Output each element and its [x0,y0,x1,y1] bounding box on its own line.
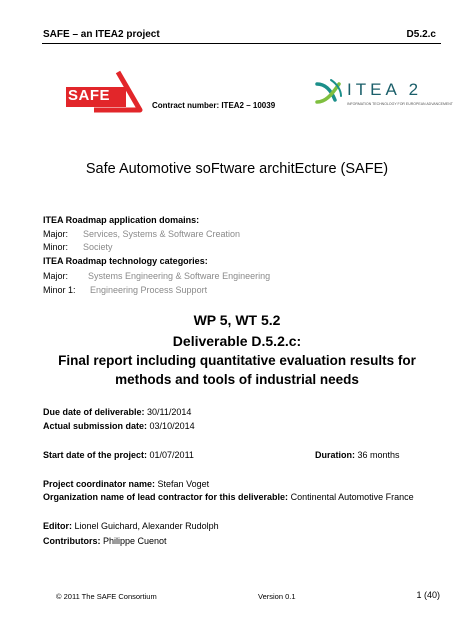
work-package: WP 5, WT 5.2 [193,312,281,328]
contributors [43,536,167,546]
category-minor-value: Engineering Process Support [90,285,208,295]
itea2-tagline: INFORMATION TECHNOLOGY FOR EUROPEAN ADVANCEMENT [347,102,453,106]
duration-value: 36 months [357,450,400,460]
category-major-label: Major: [43,271,69,281]
document-title: Safe Automotive soFtware architEcture (SAFE) [85,161,389,177]
lead-contractor-value: Continental Automotive France [290,492,414,502]
start-date [43,450,194,460]
duration [315,450,400,460]
lead-contractor-label: Organization name of lead contractor for this deliverable: [43,492,289,502]
category-major-value: Systems Engineering & Software Engineering [88,271,271,281]
safe-logo [64,68,144,114]
contributors-value: Philippe Cuenot [103,536,167,546]
header-project: SAFE – an ITEA2 project [43,29,160,40]
submission-date-label: Actual submission date: [43,421,148,431]
contributors-label: Contributors: [43,536,101,546]
header-doc-id: D5.2.c [406,29,436,40]
coordinator-label: Project coordinator name: [43,479,156,489]
domain-major-label: Major: [43,229,69,239]
due-date [43,407,191,417]
editor-value: Lionel Guichard, Alexander Rudolph [74,521,219,531]
duration-label: Duration: [315,450,355,460]
itea2-logo-text: ITEA 2 [347,80,423,99]
roadmap-domains-heading: ITEA Roadmap application domains: [43,215,200,225]
contract-number: Contract number: ITEA2 – 10039 [152,101,276,110]
submission-date-value: 03/10/2014 [149,421,195,431]
roadmap-categories-heading: ITEA Roadmap technology categories: [43,256,208,266]
footer-copyright: © 2011 The SAFE Consortium [56,592,157,601]
coordinator-value: Stefan Voget [157,479,210,489]
footer-version: Version 0.1 [258,592,296,601]
start-date-value: 01/07/2011 [149,450,194,460]
start-date-label: Start date of the project: [43,450,148,460]
footer-page-number: 1 (40) [416,590,440,600]
editor [43,521,219,531]
category-minor-label: Minor 1: [43,285,76,295]
due-date-label: Due date of deliverable: [43,407,145,417]
itea2-logo [313,78,453,112]
deliverable-title-line1: Final report including quantitative evaluation results for [58,353,416,368]
deliverable-id: Deliverable D.5.2.c: [172,333,302,349]
domain-major-value: Services, Systems & Software Creation [83,229,241,239]
domain-minor-value: Society [83,242,113,252]
editor-label: Editor: [43,521,72,531]
due-date-value: 30/11/2014 [147,407,192,417]
safe-logo-text: SAFE [68,87,111,104]
deliverable-title-line2: methods and tools of industrial needs [115,372,359,387]
submission-date [43,421,195,431]
coordinator [43,479,209,489]
itea2-logo-icon [313,78,345,108]
lead-contractor [43,492,414,502]
header-divider [42,43,441,44]
domain-minor-label: Minor: [43,242,69,252]
